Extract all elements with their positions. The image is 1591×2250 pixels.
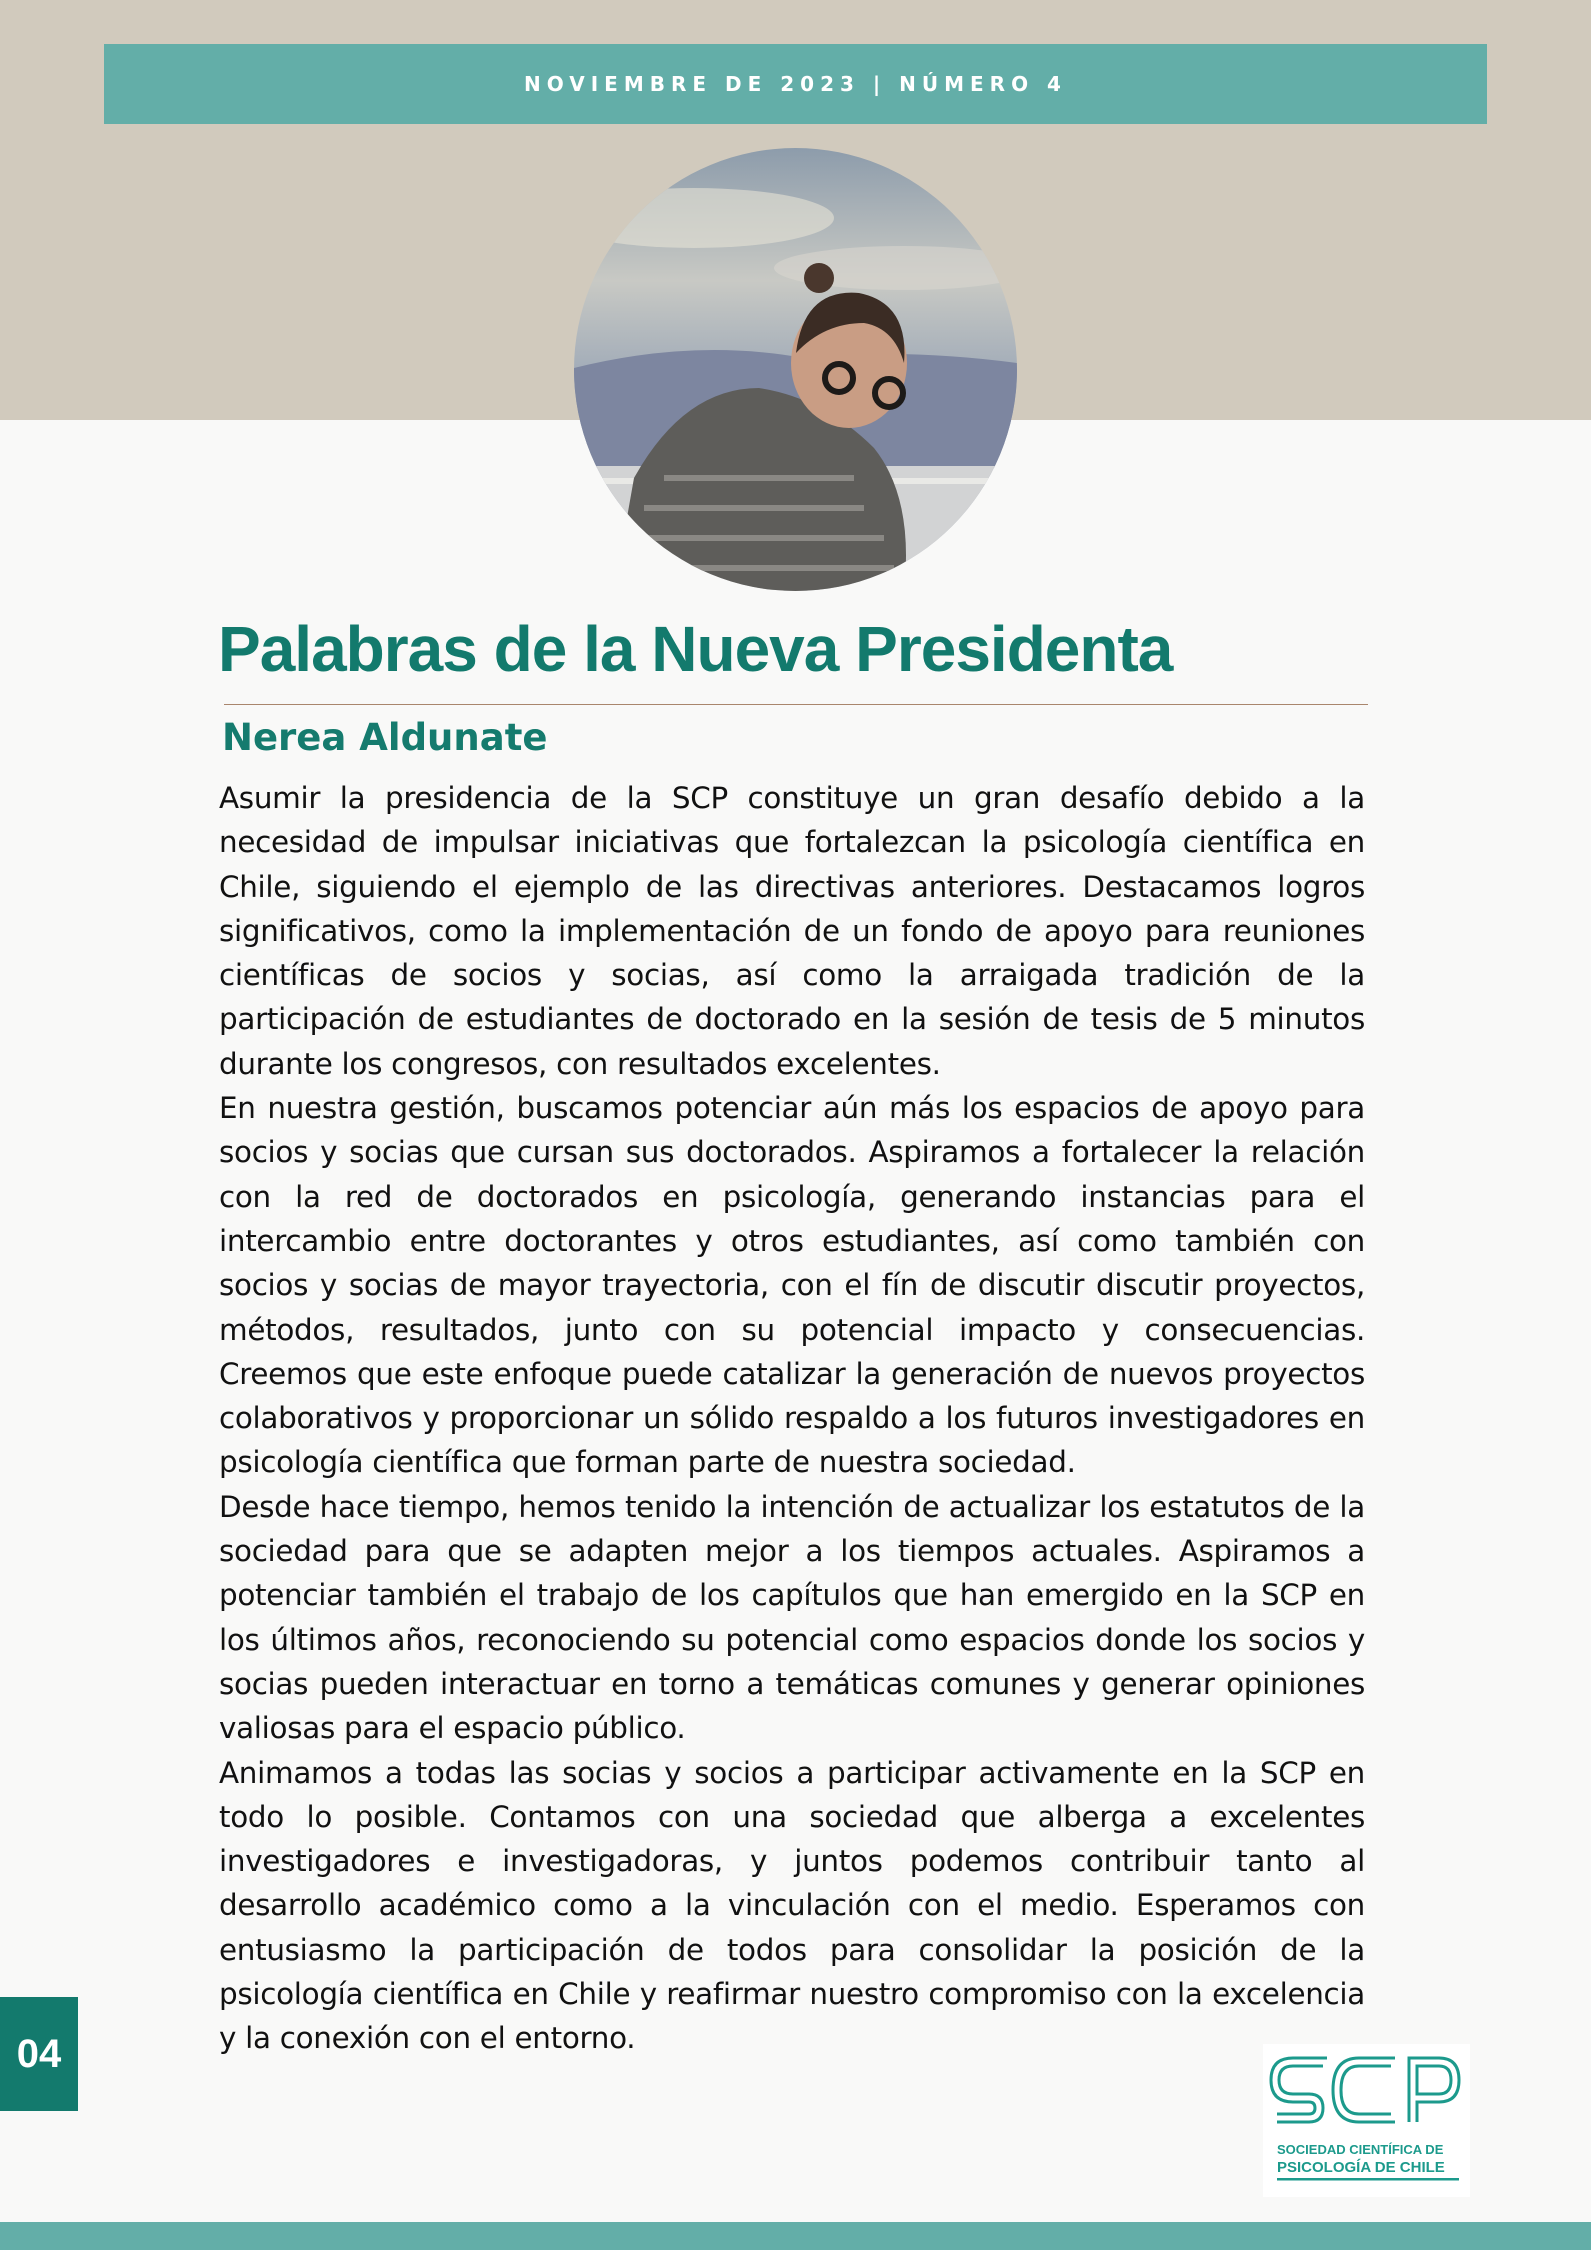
title-divider — [224, 704, 1368, 705]
page-number: 04 — [16, 2031, 62, 2076]
author-name: Nerea Aldunate — [222, 716, 548, 759]
article-title: Palabras de la Nueva Presidenta — [218, 613, 1173, 685]
issue-date-number: NOVIEMBRE DE 2023 | NÚMERO 4 — [524, 72, 1067, 96]
bottom-band — [0, 2222, 1591, 2250]
paragraph: Desde hace tiempo, hemos tenido la intención de actualizar los estatutos de la sociedad para que se adapten mejor a los tiempos actuales. Aspiramos a potenciar también el trabajo de los capítulos que han emergido en la SCP en los últimos años, reconociendo su potencial como espacios donde los socios y socias pueden interactuar en torno a temáticas comunes y generar opiniones valiosas para el espacio público. — [219, 1489, 1365, 1746]
scp-logo — [1263, 2044, 1470, 2197]
logo-line-2: PSICOLOGÍA DE CHILE — [1277, 2159, 1445, 2176]
paragraph: En nuestra gestión, buscamos potenciar aún más los espacios de apoyo para socios y socias que cursan sus doctorados. Aspiramos a fortalecer la relación con la red de doctorados en psicología, generando instancias para el intercambio entre doctorantes y otros estudiantes, así como también con socios y socias de mayor trayectoria, con el fín de discutir discutir proyectos, métodos, resultados, junto con su potencial impacto y consecuencias. Creemos que este enfoque puede catalizar la generación de nuevos proyectos colaborativos y proporcionar un sólido respaldo a los futuros investigadores en psicología científica que forman parte de nuestra sociedad. — [219, 1091, 1365, 1480]
paragraph: Asumir la presidencia de la SCP constituye un gran desafío debido a la necesidad de impulsar iniciativas que fortalezcan la psicología científica en Chile, siguiendo el ejemplo de las directivas anteriores. Destacamos logros significativos, como la implementación de un fondo de apoyo para reuniones científicas de socios y socias, así como la arraigada tradición de la participación de estudiantes de doctorado en la sesión de tesis de 5 minutos durante los congresos, con resultados excelentes. — [219, 781, 1365, 1081]
paragraph: Animamos a todas las socias y socios a participar activamente en la SCP en todo lo posible. Contamos con una sociedad que alberga a excelentes investigadores e investigadoras, y juntos podemos contribuir tanto al desarrollo académico como a la vinculación con el medio. Esperamos con entusiasmo la participación de todos para consolidar la posición de la psicología científica en Chile y reafirmar nuestro compromiso con la excelencia y la conexión con el entorno. — [219, 1755, 1365, 2056]
logo-line-1: SOCIEDAD CIENTÍFICA DE — [1277, 2142, 1444, 2157]
issue-banner — [104, 44, 1487, 124]
article-body — [219, 776, 1365, 2061]
page-number-badge — [0, 1997, 78, 2111]
president-portrait-photo — [574, 148, 1017, 591]
